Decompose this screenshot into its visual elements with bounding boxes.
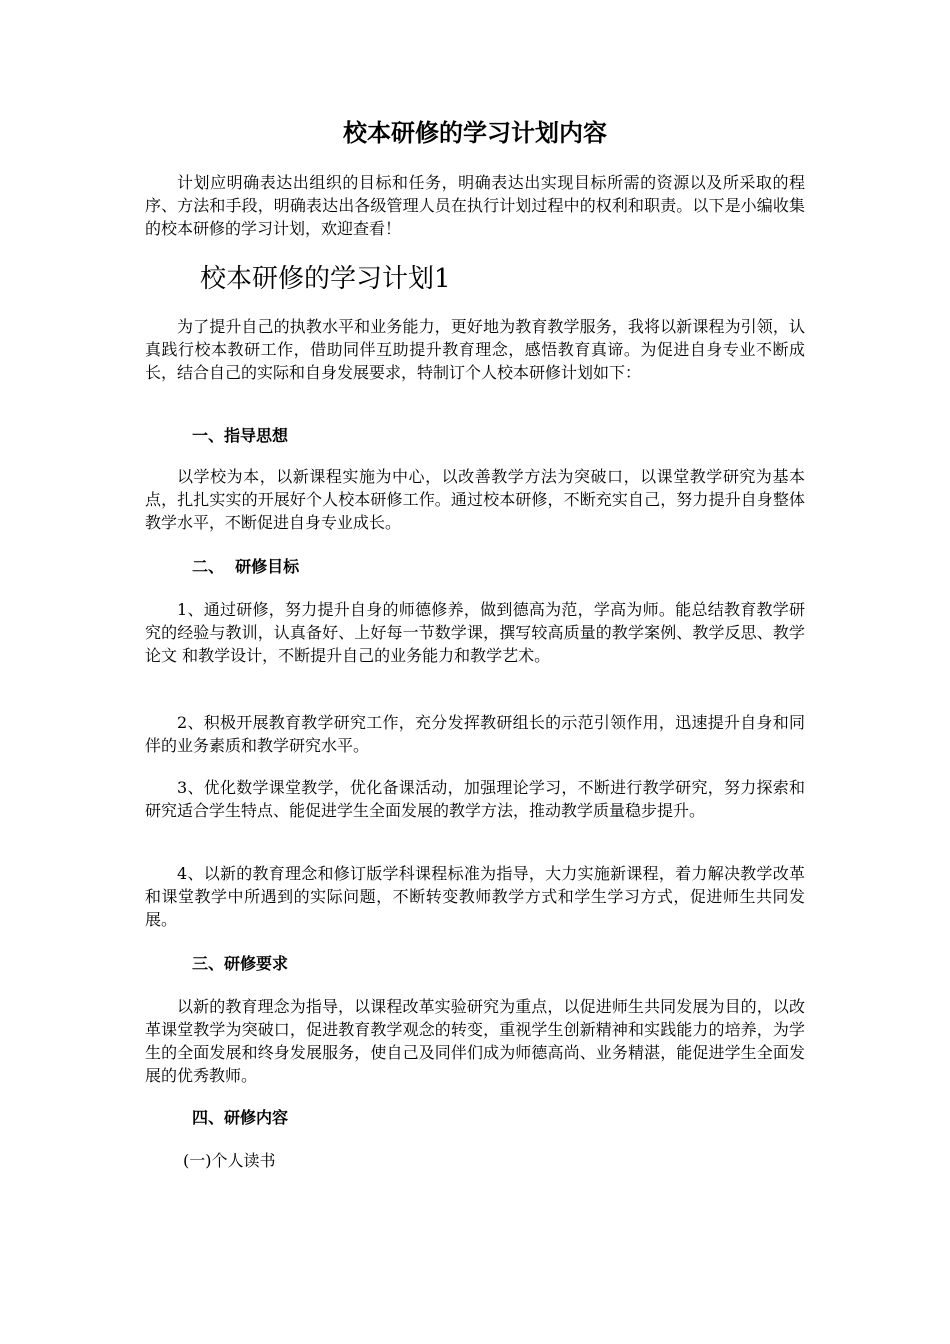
- goal-item-2: 2、积极开展教育教学研究工作，充分发挥教研组长的示范引领作用，迅速提升自身和同伴的业务素质和教学研究水平。: [145, 713, 805, 755]
- section-intro-paragraph: 为了提升自己的执教水平和业务能力，更好地为教育教学服务，我将以新课程为引领，认真践行校本教研工作，借助同伴互助提升教育理念，感悟教育真谛。为促进自身专业不断成长，结合自己的实际和自身发展要求，特制订个人校本研修计划如下：: [145, 317, 805, 382]
- subsection-personal-reading: (一)个人读书: [183, 1151, 276, 1170]
- section-title: 校本研修的学习计划1: [200, 264, 451, 294]
- goal-item-1: 1、通过研修，努力提升自身的师德修养，做到德高为范，学高为师。能总结教育教学研究的经验与教训，认真备好、上好每一节数学课，撰写较高质量的教学案例、教学反思、教学 论文 和教学设计，不断提升自己的业务能力和教学艺术。: [145, 600, 805, 665]
- document-title: 校本研修的学习计划内容: [343, 118, 607, 147]
- heading-requirements: 三、研修要求: [192, 954, 289, 973]
- goal-item-4: 4、以新的教育理念和修订版学科课程标准为指导，大力实施新课程，着力解决教学改革和课堂教学中所遇到的实际问题，不断转变教师教学方式和学生学习方式，促进师生共同发展。: [145, 864, 805, 929]
- requirements-paragraph: 以新的教育理念为指导，以课程改革实验研究为重点，以促进师生共同发展为目的，以改革课堂教学为突破口，促进教育教学观念的转变，重视学生创新精神和实践能力的培养，为学生的全面发展和终身发展服务，使自己及同伴们成为师德高尚、业务精湛，能促进学生全面发展的优秀教师。: [145, 997, 805, 1085]
- intro-paragraph: 计划应明确表达出组织的目标和任务，明确表达出实现目标所需的资源以及所采取的程序、方法和手段，明确表达出各级管理人员在执行计划过程中的权利和职责。以下是小编收集的校本研修的学习计划，欢迎查看！: [145, 173, 805, 238]
- heading-content: 四、研修内容: [192, 1108, 289, 1127]
- guiding-ideology-paragraph: 以学校为本，以新课程实施为中心，以改善教学方法为突破口，以课堂教学研究为基本点，扎扎实实的开展好个人校本研修工作。通过校本研修，不断充实自己，努力提升自身整体教学水平，不断促进自身专业成长。: [145, 467, 805, 532]
- heading-goals: 二、 研修目标: [192, 557, 300, 576]
- heading-guiding-ideology: 一、指导思想: [192, 426, 289, 445]
- goal-item-3: 3、优化数学课堂教学，优化备课活动，加强理论学习，不断进行教学研究，努力探索和研究适合学生特点、能促进学生全面发展的教学方法，推动教学质量稳步提升。: [145, 778, 805, 820]
